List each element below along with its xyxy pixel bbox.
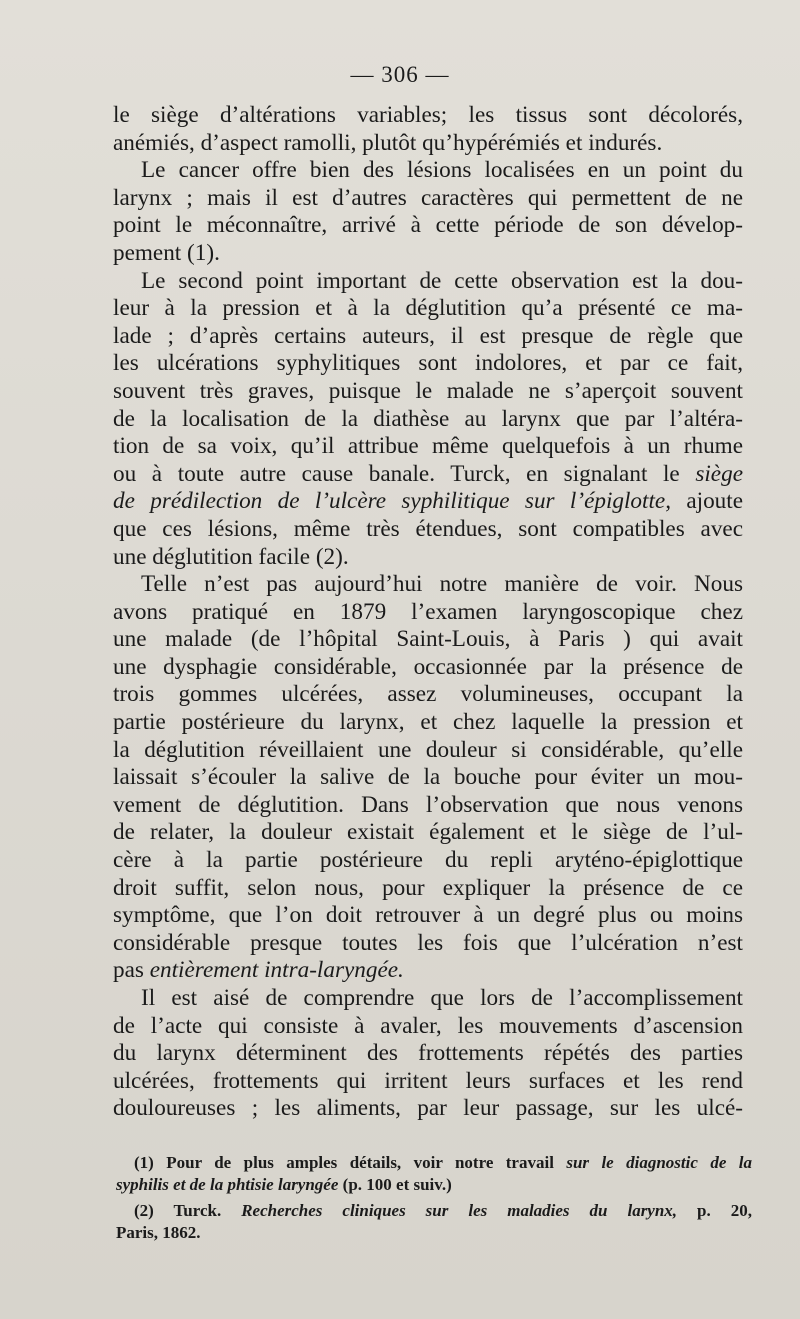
text-line: Le second point important de cette observation est la dou- — [141, 267, 743, 294]
footnote-2 — [116, 1200, 752, 1244]
text-line: les ulcérations syphylitiques sont indolores, et par ce fait, — [113, 350, 743, 377]
text-line: ulcérées, frottements qui irritent leurs surfaces et les rend — [113, 1067, 743, 1094]
paragraph-5 — [113, 985, 743, 1123]
italic-text: entièrement intra-laryngée. — [149, 957, 404, 984]
text-segment: p. 20, — [677, 1201, 752, 1220]
text-line: souvent très graves, puisque le malade ne s’aperçoit souvent — [113, 377, 743, 404]
footnote-line — [116, 1174, 752, 1196]
text-segment: Turck. — [153, 1201, 242, 1220]
text-line: Telle n’est pas aujourd’hui notre manière de voir. Nous — [141, 571, 743, 598]
footnotes — [116, 1152, 752, 1248]
text-line: pement (1). — [113, 239, 220, 266]
italic-text: Recherches cliniques sur les maladies du larynx, — [241, 1201, 678, 1220]
footnote-line — [116, 1152, 752, 1174]
text-line: une déglutition facile (2). — [113, 543, 349, 570]
text-line: de l’acte qui consiste à avaler, les mouvements d’ascension — [113, 1012, 743, 1039]
footnote-line: Paris, 1862. — [116, 1223, 201, 1242]
paragraph-3 — [113, 268, 743, 572]
italic-text: sur le diagnostic de la — [566, 1153, 752, 1172]
italic-text: de prédilection de l’ulcère syphilitique sur l’épiglotte, — [113, 488, 672, 515]
text-line: une malade (de l’hôpital Saint-Louis, à Paris ) qui avait — [113, 626, 743, 653]
text-line: droit suffit, selon nous, pour expliquer la présence de ce — [113, 874, 743, 901]
text-line: point le méconnaître, arrivé à cette période de son dévelop- — [113, 212, 743, 239]
footnote-1 — [116, 1152, 752, 1196]
text-line: de la localisation de la diathèse au larynx que par l’altéra- — [113, 405, 743, 432]
text-line: une dysphagie considérable, occasionnée par la présence de — [113, 653, 743, 680]
paragraph-4 — [113, 571, 743, 985]
text-line: tion de sa voix, qu’il attribue même quelquefois à un rhume — [113, 433, 743, 460]
text-line: lade ; d’après certains auteurs, il est presque de règle que — [113, 322, 743, 349]
text-line: du larynx déterminent des frottements répétés des parties — [113, 1040, 743, 1067]
text-segment: Pour de plus amples détails, voir notre travail — [153, 1153, 567, 1172]
text-line: le siège d’altérations variables; les tissus sont décolorés, — [113, 102, 743, 128]
text-line: cère à la partie postérieure du repli aryténo-épiglottique — [113, 847, 743, 874]
text-segment: ou à toute autre cause banale. Turck, en signalant le — [113, 460, 696, 487]
text-line: que ces lésions, même très étendues, sont compatibles avec — [113, 515, 743, 542]
italic-text: siège — [695, 460, 743, 487]
text-line: partie postérieure du larynx, et chez laquelle la pression et — [113, 709, 743, 736]
text-segment: pas — [113, 957, 150, 984]
footnote-marker: (2) — [134, 1201, 154, 1220]
text-line: Le cancer offre bien des lésions localisées en un point du — [141, 157, 743, 184]
text-line: de relater, la douleur existait également et le siège de l’ul- — [113, 819, 743, 846]
text-line — [113, 461, 743, 489]
text-line — [113, 957, 743, 985]
page-number: — 306 — — [350, 62, 450, 87]
text-line: laissait s’écouler la salive de la bouche pour éviter un mou- — [113, 764, 743, 791]
text-line: considérable presque toutes les fois que l’ulcération n’est — [113, 929, 743, 956]
text-segment: (p. 100 et suiv.) — [338, 1175, 452, 1194]
text-line: vement de déglutition. Dans l’observation que nous venons — [113, 791, 743, 818]
footnote-line — [116, 1200, 752, 1222]
paragraph-1 — [113, 102, 743, 157]
text-line: leur à la pression et à la déglutition qu’a présenté ce ma- — [113, 295, 743, 322]
text-segment: ajoute — [671, 488, 744, 515]
text-line: Il est aisé de comprendre que lors de l’accomplissement — [141, 985, 743, 1011]
text-line: douloureuses ; les aliments, par leur passage, sur les ulcé- — [113, 1095, 743, 1122]
footnote-marker: (1) — [134, 1153, 154, 1172]
text-line: trois gommes ulcérées, assez volumineuses, occupant la — [113, 681, 743, 708]
text-line: symptôme, que l’on doit retrouver à un degré plus ou moins — [113, 902, 743, 929]
paragraph-2 — [113, 157, 743, 267]
text-line: la déglutition réveillaient une douleur si considérable, qu’elle — [113, 736, 743, 763]
text-line: avons pratiqué en 1879 l’examen laryngoscopique chez — [113, 598, 743, 625]
text-line: larynx ; mais il est d’autres caractères qui permettent de ne — [113, 184, 743, 211]
text-line: anémiés, d’aspect ramolli, plutôt qu’hypérémiés et indurés. — [113, 129, 663, 156]
body-text — [113, 102, 743, 1123]
italic-text: syphilis et de la phtisie laryngée — [116, 1175, 339, 1194]
text-line — [113, 488, 743, 516]
